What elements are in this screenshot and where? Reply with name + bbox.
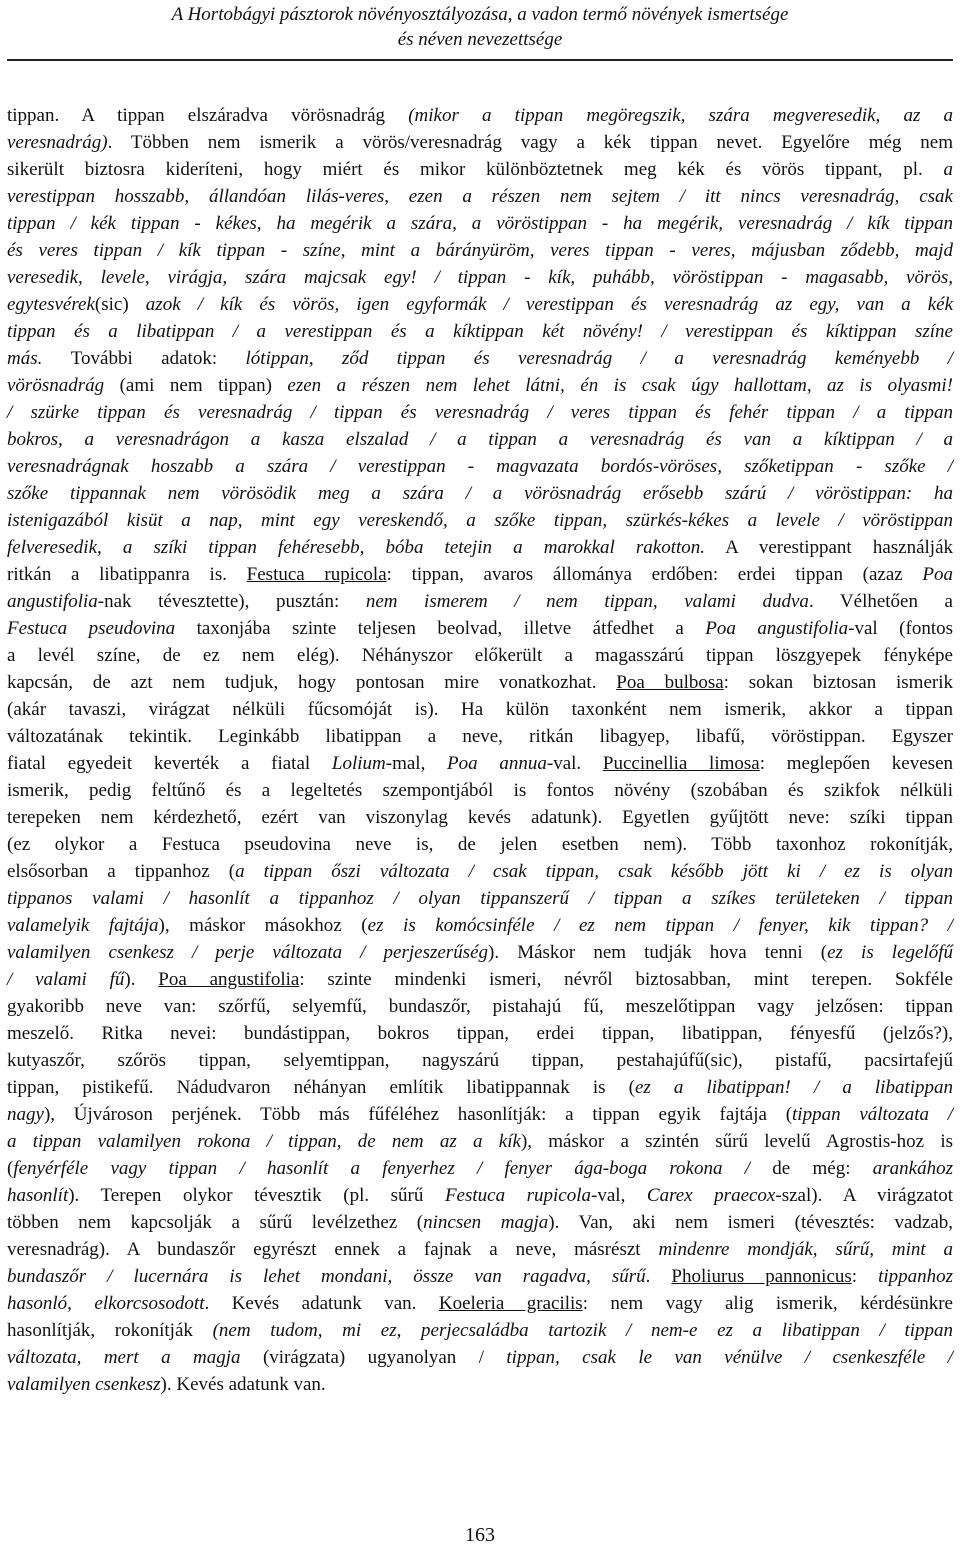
- text-run: ismerik, pedig feltűnő és a legeltetés szempontjából is fontos növény (szobában és szikfok nélküli: [7, 780, 953, 801]
- species-name: Pholiurus pannonicus: [671, 1266, 852, 1287]
- text-run: . Vélhetően a: [808, 591, 953, 612]
- text-line: [7, 669, 953, 696]
- text-line: [7, 156, 953, 183]
- text-line: [7, 696, 953, 723]
- italic-quote: lótippan, ződ tippan és veresnadrág / a veresnadrág keményebb /: [245, 348, 953, 369]
- text-run: : sokan biztosan ismerik: [723, 672, 953, 693]
- italic-quote: Lolium: [331, 753, 386, 774]
- text-run: kutyaszőr, szőrös tippan, selyemtippan, nagyszárú tippan, pestahajúfű(sic), pistafű, pacsirtafejű: [7, 1050, 953, 1071]
- text-run: (ami nem tippan): [119, 375, 288, 396]
- italic-quote: veresedik, levele, virágja, szára majcsak egy! / tippan - kík, puhább, vöröstippan - magasabb, vörös,: [7, 267, 953, 288]
- italic-quote: tippan és a libatippan / a verestippan és a kíktippan két növény! / verestippan és kíktippan színe: [7, 321, 953, 342]
- text-run: tippan, pistikefű. Nádudvaron néhányan említik libatippannak is (: [7, 1077, 635, 1098]
- text-run: A verestippant használják: [705, 537, 953, 558]
- italic-quote: mindenre mondják, sűrű, mint a: [658, 1239, 953, 1260]
- text-run: . Kevés adatunk van.: [204, 1293, 439, 1314]
- species-name: Festuca rupicola: [246, 564, 387, 585]
- text-run: ). Kevés adatunk van.: [160, 1374, 326, 1395]
- italic-quote: veresnadrágnak hoszabb a szára / verestippan - magvazata bordós-vöröses, szőketippan - szőke /: [7, 456, 953, 477]
- text-run: terepeken nem kérdezhető, ezért van viszonylag kevés adatunk). Egyetlen gyűjtött neve: szíki tippan: [7, 807, 953, 828]
- text-line: [7, 426, 953, 453]
- text-run: többen nem kapcsolják a sűrű levélzethez (: [7, 1212, 424, 1233]
- italic-quote: hasonlít: [7, 1185, 69, 1206]
- italic-quote: tippanos valami / hasonlít a tippanhoz / olyan tippanszerű / tippan a szíkes területeken / tippan: [7, 888, 953, 909]
- italic-quote: azok / kík és vörös, igen egyformák / verestippan és veresnadrág az egy, van a kék: [145, 294, 953, 315]
- text-run: -val (fontos: [848, 618, 953, 639]
- text-line: [7, 264, 953, 291]
- italic-quote: Poa: [922, 564, 953, 585]
- text-line: [7, 723, 953, 750]
- text-run: a levél színe, de ez nem elég). Néhányszor előkerült a magasszárú tippan löszgyepek fényképe: [7, 645, 953, 666]
- text-run: kapcsán, de azt nem tudjuk, hogy pontosan mire vonatkozhat.: [7, 672, 617, 693]
- text-run: ). Terepen olykor tévesztik (pl. sűrű: [68, 1185, 445, 1206]
- italic-quote: nagy: [7, 1104, 44, 1125]
- text-line: [7, 588, 953, 615]
- species-name: Poa bulbosa: [616, 672, 724, 693]
- text-run: -szal). A virágzatot: [775, 1185, 954, 1206]
- text-run: gyakoribb neve van: szőrfű, selyemfű, bundaszőr, pistahajú fű, meszelőtippan vagy jelzősen: tippan: [7, 996, 953, 1017]
- text-line: [7, 399, 953, 426]
- italic-quote: valamelyik fajtája: [7, 915, 159, 936]
- italic-quote: a tippan őszi változata / csak tippan, csak később jött ki / ez is olyan: [235, 861, 953, 882]
- header-rule: [7, 59, 953, 61]
- body-text: [7, 102, 953, 1398]
- text-run: (virágzata) ugyanolyan /: [240, 1347, 507, 1368]
- italic-quote: ez is legelőfű: [827, 942, 953, 963]
- italic-quote: ez is komócsinféle / ez nem tippan / fenyer, kik tippan? /: [367, 915, 953, 936]
- header-line-1: A Hortobágyi pásztorok növényosztályozása, a vadon termő növények ismertsége: [171, 4, 789, 25]
- text-line: [7, 912, 953, 939]
- italic-quote: valamilyen csenkesz: [7, 1374, 161, 1395]
- text-run: :: [851, 1266, 879, 1287]
- text-line: [7, 453, 953, 480]
- text-run: : szinte mindenki ismeri, névről biztosabban, mint terepen. Sokféle: [299, 969, 953, 990]
- text-line: [7, 858, 953, 885]
- text-line: [7, 210, 953, 237]
- text-line: [7, 129, 953, 156]
- italic-quote: változata, mert a magja: [7, 1347, 241, 1368]
- text-line: [7, 480, 953, 507]
- text-line: [7, 750, 953, 777]
- italic-quote: valamilyen csenkesz / perje változata / perjeszerűség: [7, 942, 489, 963]
- text-line: [7, 507, 953, 534]
- running-header: [0, 0, 960, 64]
- text-run: : meglepően kevesen: [759, 753, 953, 774]
- text-line: [7, 804, 953, 831]
- text-run: További adatok:: [70, 348, 246, 369]
- italic-quote: Carex praecox: [646, 1185, 776, 1206]
- italic-quote: tippanhoz: [878, 1266, 954, 1287]
- text-run: : tippan, avaros állománya erdőben: erdei tippan (azaz: [386, 564, 923, 585]
- text-line: [7, 102, 953, 129]
- italic-quote: arankához: [872, 1158, 953, 1179]
- text-run: ), Újvároson perjének. Több más fűféléhez hasonlítják: a tippan egyik fajtája (: [43, 1104, 793, 1125]
- text-line: [7, 237, 953, 264]
- italic-quote: a tippan valamilyen rokona / tippan, de nem az a kík: [7, 1131, 521, 1152]
- text-run: (: [7, 1158, 14, 1179]
- text-run: de még:: [750, 1158, 873, 1179]
- italic-quote: / szürke tippan és veresnadrág / tippan és veresnadrág / veres tippan és fehér tippan / a tippan: [7, 402, 953, 423]
- text-run: ). Máskor nem tudják hova tenni (: [488, 942, 828, 963]
- text-run: taxonjába szinte teljesen beolvad, illetve átfedhet a: [175, 618, 706, 639]
- italic-quote: tippan változata /: [792, 1104, 953, 1125]
- italic-quote: bundaszőr / lucernára is lehet mondani, össze van ragadva, sűrű: [7, 1266, 646, 1287]
- italic-quote: ez a libatippan! / a libatippan: [634, 1077, 954, 1098]
- italic-quote: istenigazából kisüt a nap, mint egy vereskendő, a szőke tippan, szürkés-kékes a levele / vöröstippan: [7, 510, 953, 531]
- text-line: [7, 993, 953, 1020]
- italic-quote: Poa annua: [447, 753, 547, 774]
- text-line: [7, 1020, 953, 1047]
- text-run: -nak tévesztette), pusztán:: [97, 591, 366, 612]
- header-line-2: és néven nevezettsége: [397, 29, 563, 50]
- italic-quote: ezen a részen nem lehet látni, én is csak úgy hallottam, az is olyasmi!: [287, 375, 954, 396]
- species-name: Poa angustifolia: [158, 969, 300, 990]
- italic-quote: (nem tudom, mi ez, perjecsaládba tartozik / nem-e ez a libatippan / tippan: [212, 1320, 954, 1341]
- text-run: -val,: [591, 1185, 647, 1206]
- text-line: [7, 777, 953, 804]
- text-run: (ez olykor a Festuca pseudovina neve is, de jelen esetben nem). Több taxonhoz rokonítják,: [7, 834, 953, 855]
- text-line: [7, 831, 953, 858]
- italic-quote: veresnadrág): [7, 132, 108, 153]
- text-run: veresnadrág). A bundaszőr egyrészt ennek a fajnak a neve, másrészt: [7, 1239, 659, 1260]
- italic-quote: tippan / kék tippan - kékes, ha megérik a szára, a vöröstippan - ha megérik, veresnadrág / kík tippan: [7, 213, 953, 234]
- italic-quote: angustifolia: [7, 591, 98, 612]
- text-run: változatának tekintik. Leginkább libatippan a neve, ritkán libagyep, libafű, vöröstippan. Egyszer: [7, 726, 953, 747]
- text-run: ).: [124, 969, 159, 990]
- text-run: (sic): [94, 294, 146, 315]
- text-line: [7, 1263, 953, 1290]
- text-line: [7, 561, 953, 588]
- text-line: [7, 939, 953, 966]
- text-run: meszelő. Ritka nevei: bundástippan, bokros tippan, erdei tippan, libatippan, fényesfű (jelzős?),: [7, 1023, 953, 1044]
- text-line: [7, 1101, 953, 1128]
- text-run: -val.: [546, 753, 603, 774]
- italic-quote: vörösnadrág: [7, 375, 120, 396]
- text-run: fiatal egyedeit keverték a fiatal: [7, 753, 332, 774]
- text-line: [7, 1317, 953, 1344]
- text-line: [7, 1155, 953, 1182]
- text-run: ritkán a libatippanra is.: [7, 564, 247, 585]
- text-line: [7, 885, 953, 912]
- italic-quote: / valami fű: [7, 969, 125, 990]
- text-line: [7, 1182, 953, 1209]
- italic-quote: Festuca pseudovina: [7, 618, 176, 639]
- text-run: .: [645, 1266, 672, 1287]
- text-line: [7, 615, 953, 642]
- text-run: ). Van, aki nem ismeri (tévesztés: vadzab,: [548, 1212, 954, 1233]
- text-run: . Többen nem ismerik a vörös/veresnadrág vagy a kék tippan nevet. Egyelőre még nem: [107, 132, 953, 153]
- italic-quote: Poa angustifolia: [705, 618, 849, 639]
- text-line: [7, 1344, 953, 1371]
- italic-quote: egytesvérek: [7, 294, 95, 315]
- text-line: [7, 183, 953, 210]
- italic-quote: szőke tippannak nem vörösödik meg a szára / a vörösnadrág erősebb szárú / vöröstippan: ha: [7, 483, 953, 504]
- text-line: [7, 642, 953, 669]
- italic-quote: nincsen magja: [423, 1212, 549, 1233]
- text-line: [7, 534, 953, 561]
- italic-quote: verestippan hosszabb, állandóan lilás-veres, ezen a részen nem sejtem / itt nincs veresnadrág, csak: [7, 186, 953, 207]
- text-run: (akár tavaszi, virágzat nélküli fűcsomóját is). Ha külön taxonként nem ismerik, akkor a tippan: [7, 699, 953, 720]
- text-line: [7, 372, 953, 399]
- italic-quote: Festuca rupicola: [444, 1185, 592, 1206]
- species-name: Koeleria gracilis: [438, 1293, 583, 1314]
- text-run: hasonlítják, rokonítják: [7, 1320, 213, 1341]
- text-line: [7, 345, 953, 372]
- text-line: [7, 1209, 953, 1236]
- text-line: [7, 1047, 953, 1074]
- italic-quote: felveresedik, a szíki tippan fehéresebb, bóba tetejin a marokkal rakotton.: [7, 537, 706, 558]
- text-line: [7, 1290, 953, 1317]
- text-line: [7, 1371, 953, 1398]
- text-run: -mal,: [385, 753, 448, 774]
- italic-quote: más.: [7, 348, 71, 369]
- text-line: [7, 291, 953, 318]
- text-run: ), máskor a szintén sűrű levelű Agrostis-hoz is: [520, 1131, 954, 1152]
- text-line: [7, 1128, 953, 1155]
- italic-quote: hasonló, elkorcsosodott: [7, 1293, 205, 1314]
- page-number: 163: [465, 1524, 495, 1546]
- text-run: sikerült biztosra kideríteni, hogy miért és mikor különböztetnek meg kék és vörös tippant, pl.: [7, 159, 944, 180]
- italic-quote: tippan, csak le van vénülve / csenkeszféle /: [506, 1347, 953, 1368]
- text-run: : nem vagy alig ismerik, kérdésünkre: [582, 1293, 953, 1314]
- italic-quote: nem ismerem / nem tippan, valami dudva: [365, 591, 809, 612]
- italic-quote: (mikor a tippan megöregszik, szára megveresedik, az a: [408, 105, 954, 126]
- text-run: elsősorban a tippanhoz (: [7, 861, 236, 882]
- italic-quote: és veres tippan / kík tippan - színe, mint a bárányüröm, veres tippan - veres, májusban ződebb, majd: [7, 240, 953, 261]
- italic-quote: fenyérféle vagy tippan / hasonlít a fenyerhez / fenyer ága-boga rokona /: [13, 1158, 751, 1179]
- text-line: [7, 966, 953, 993]
- text-line: [7, 318, 953, 345]
- italic-quote: a: [943, 159, 953, 180]
- text-run: tippan. A tippan elszáradva vörösnadrág: [7, 105, 409, 126]
- text-line: [7, 1236, 953, 1263]
- italic-quote: bokros, a veresnadrágon a kasza elszalad / a tippan a veresnadrág és van a kíktippan / a: [7, 429, 953, 450]
- text-run: ), máskor másokhoz (: [158, 915, 368, 936]
- species-name: Puccinellia limosa: [602, 753, 760, 774]
- text-line: [7, 1074, 953, 1101]
